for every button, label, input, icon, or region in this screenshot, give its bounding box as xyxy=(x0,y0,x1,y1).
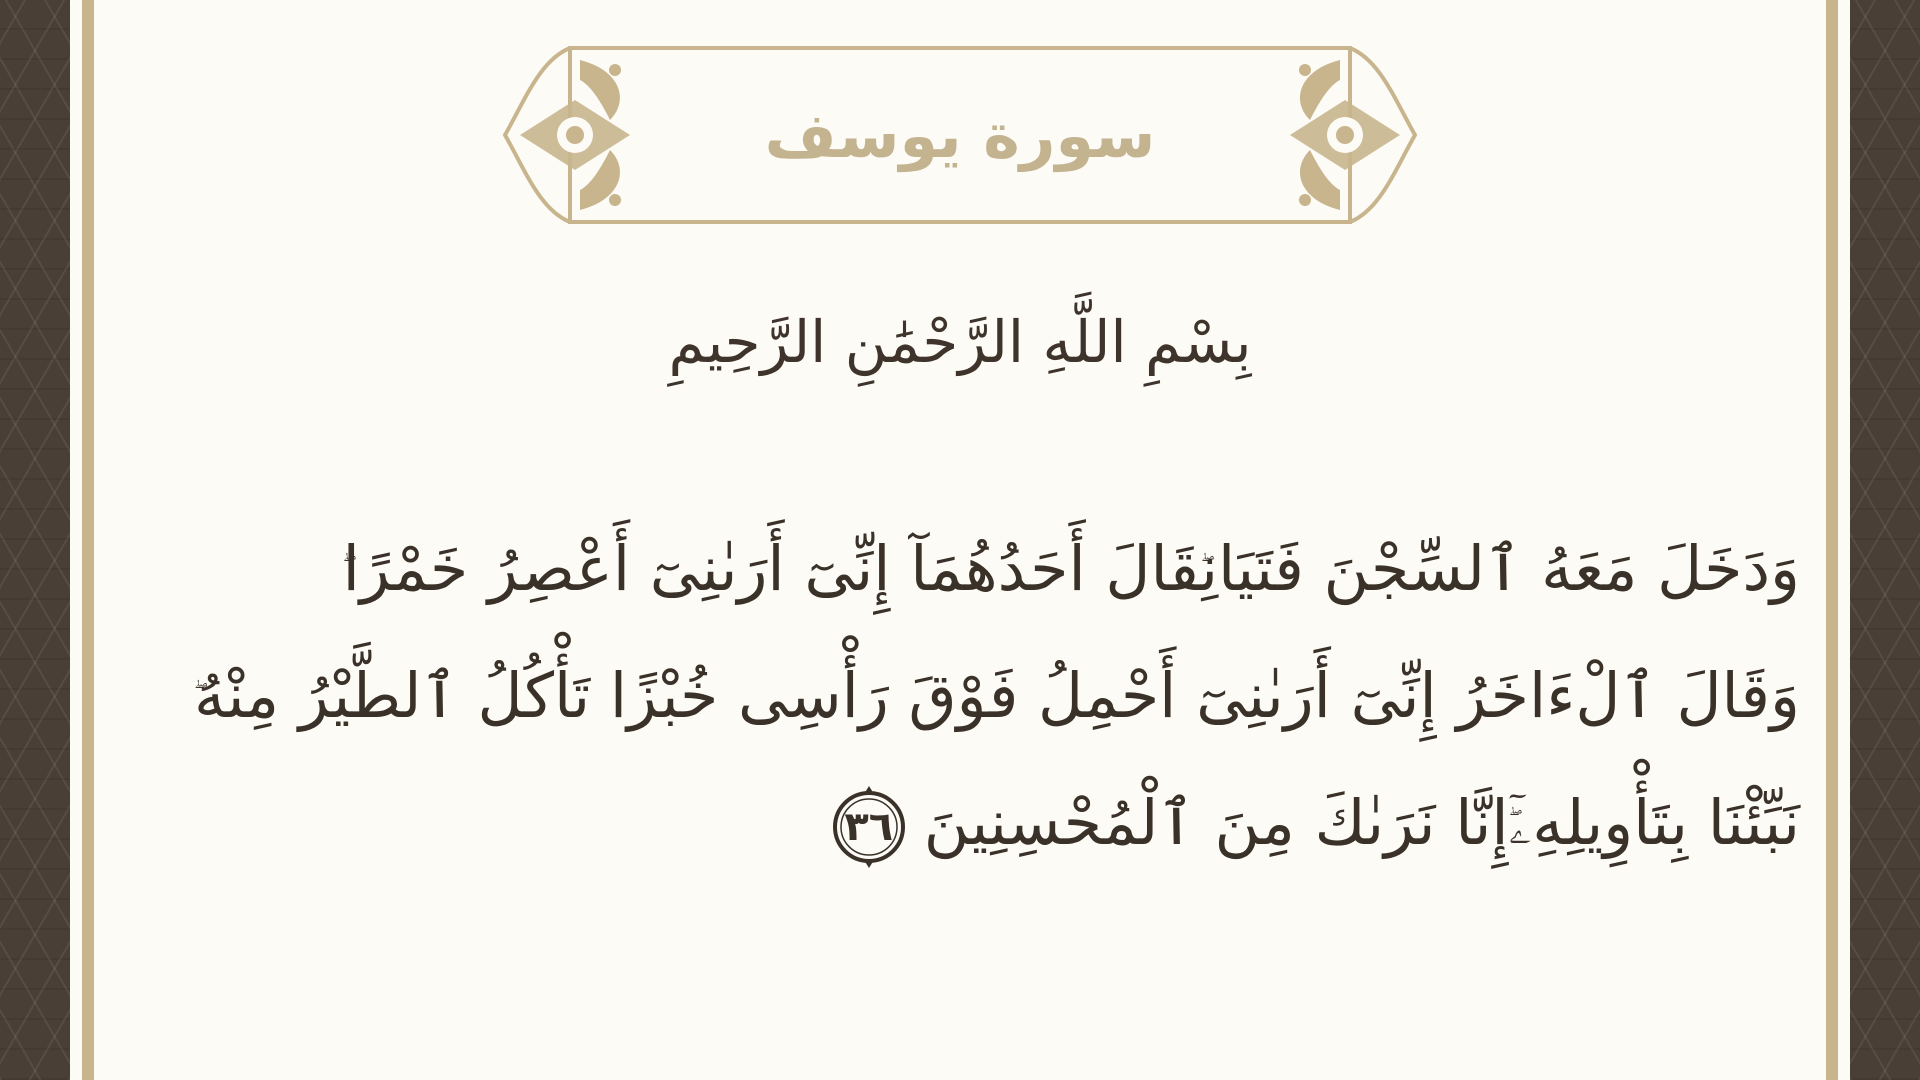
right-gold-border xyxy=(1826,0,1838,1080)
left-decorative-panel xyxy=(0,0,70,1080)
surah-header-frame xyxy=(500,40,1420,230)
verse-line-1 xyxy=(160,505,1800,632)
verse-line-2 xyxy=(160,632,1800,759)
verse-line-3 xyxy=(160,759,1800,886)
surah-title: سورة يوسف xyxy=(764,98,1156,172)
verse-text xyxy=(160,505,1800,885)
basmala-calligraphy: بِسْمِ اللَّهِ الرَّحْمَٰنِ الرَّحِيمِ xyxy=(668,308,1252,376)
right-decorative-panel xyxy=(1850,0,1920,1080)
verse-segment: قَالَ أَحَدُهُمَآ إِنِّىٓ أَرَىٰنِىٓ أَعْصِرُ خَمْرًا xyxy=(342,532,1201,605)
verse-segment: إِنَّا نَرَىٰكَ مِنَ ٱلْمُحْسِنِينَ xyxy=(923,786,1509,859)
ayah-end-marker xyxy=(826,784,912,870)
verse-segment: وَدَخَلَ مَعَهُ ٱلسِّجْنَ فَتَيَانِ xyxy=(1200,532,1800,605)
left-gold-border xyxy=(82,0,94,1080)
ayah-number: ٣٦ xyxy=(844,803,894,850)
verse-segment: نَبِّئْنَا بِتَأْوِيلِهِۦٓ xyxy=(1508,786,1800,859)
verse-segment: وَقَالَ ٱلْءَاخَرُ إِنِّىٓ أَرَىٰنِىٓ أَحْمِلُ فَوْقَ رَأْسِى خُبْزًا تَأْكُلُ ٱلطَّيْرُ مِنْهُ xyxy=(193,659,1800,732)
